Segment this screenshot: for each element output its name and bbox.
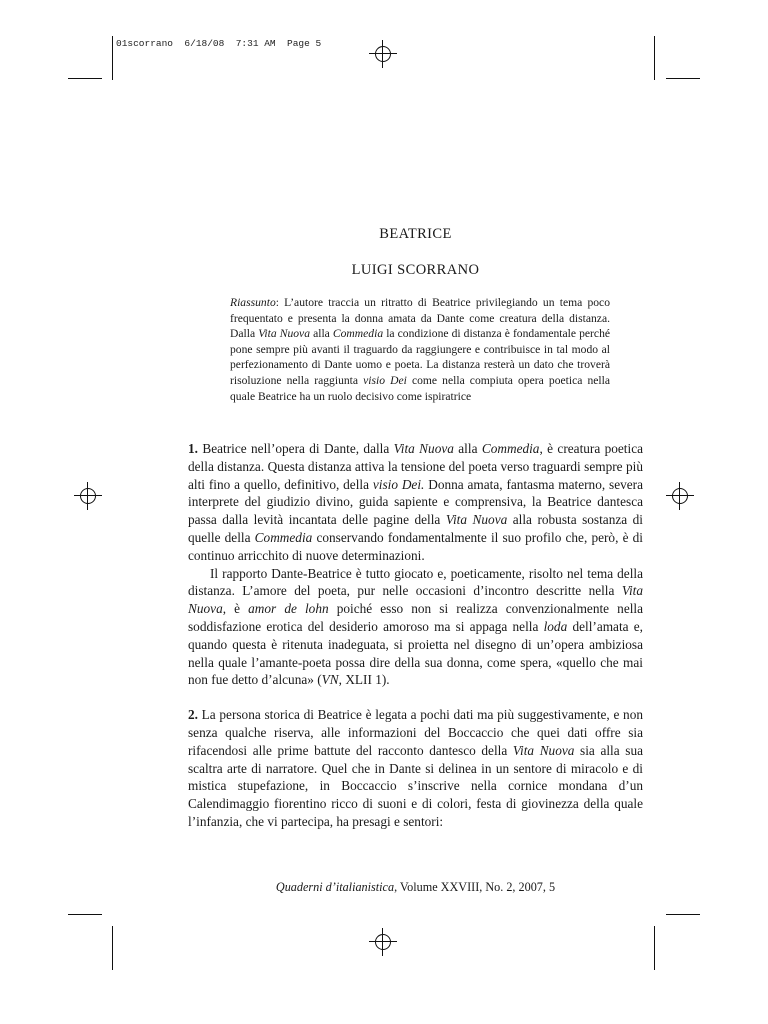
section-number: 2. xyxy=(188,707,198,723)
article-body xyxy=(188,440,643,831)
crop-mark-bottom-left-vertical xyxy=(112,926,113,970)
crop-mark-bottom-right-horizontal xyxy=(666,914,700,915)
section-1-paragraph-2: Il rapporto Dante-Beatrice è tutto giocato e, poeticamente, risolto nel tema della distanza. L’amore del poeta, pur nelle occasioni d’incontro descritte nella Vita Nuova, è amor de lohn poiché esso non si realizza convenzionalmente nella soddisfazione erotica del desiderio amoroso ma si appaga nella loda dell’amata e, quando questa è ritenuta inadeguata, si proietta nel disegno di un’opera ambiziosa nella quale l’amante-poeta possa dire della sua donna, come spera, «quello che mai non fue detto d’alcuna» (VN, XLII 1). xyxy=(188,565,644,688)
crop-mark-top-right-horizontal xyxy=(666,78,700,79)
crop-mark-bottom-left-horizontal xyxy=(68,914,102,915)
printer-slug: 01scorrano 6/18/08 7:31 AM Page 5 xyxy=(116,38,322,49)
journal-name: Quaderni d’italianistica xyxy=(275,880,395,894)
section-1-paragraph: 1. Beatrice nell’opera di Dante, dalla Vita Nuova alla Commedia, è creatura poetica della distanza. Questa distanza attiva la tensione del poeta verso traguardi sempre più alti fino a quello, definitivo, della visio Dei. Donna amata, fantasma materno, severa interprete del giudizio divino, guida sapiente e comprensiva, la Beatrice dantesca passa dalla levità incantata delle pagine della Vita Nuova alla robusta sostanza di quelle della Commedia conservando fondamentalmente il suo profilo che, però, è di continuo arricchito di nuove determinazioni. xyxy=(188,441,644,563)
registration-mark-bottom xyxy=(369,928,397,956)
journal-footer xyxy=(188,880,643,895)
registration-mark-right xyxy=(666,482,694,510)
registration-mark-top xyxy=(369,40,397,68)
article-author: LUIGI SCORRANO xyxy=(351,262,480,278)
section-number: 1. xyxy=(188,441,198,456)
crop-mark-bottom-right-vertical xyxy=(654,926,655,970)
crop-mark-top-left-horizontal xyxy=(68,78,102,79)
article-title: BEATRICE xyxy=(379,226,452,242)
crop-mark-top-right-vertical xyxy=(654,36,655,80)
abstract: Riassunto: L’autore traccia un ritratto di Beatrice privilegiando un tema poco frequentato e presenta la donna amata da Dante come creatura della distanza. Dalla Vita Nuova alla Commedia la condizione di distanza è fondamentale perché pone sempre più avanti il traguardo da raggiungere e contribuisce in tal modo al perfezionamento di Dante uomo e poeta. La distanza resterà un dato che troverà risoluzione nella raggiunta visio Dei come nella compiuta opera poetica nella quale Beatrice ha un ruolo decisivo come ispiratrice xyxy=(230,296,611,403)
registration-mark-left xyxy=(74,482,102,510)
section-2-paragraph: 2. La persona storica di Beatrice è legata a pochi dati ma più suggestivamente, e non senza qualche riserva, alle informazioni del Boccaccio che quei dati offre sia rifacendosi alle prime battute del racconto dantesco della Vita Nuova sia alla sua scaltra arte di narratore. Quel che in Dante si delinea in un sentore di miracolo e di mistica stupefazione, in Boccaccio s’inscrive nella cornice mondana d’un Calendimaggio fiorentino ricco di suoni e di colori, festa di giovinezza della quale l’infanzia, che vi partecipa, ha presagi e sentori: xyxy=(188,707,644,829)
abstract-label: Riassunto xyxy=(230,296,276,309)
journal-citation: , Volume XXVIII, No. 2, 2007, 5 xyxy=(394,880,556,894)
crop-mark-top-left-vertical xyxy=(112,36,113,80)
